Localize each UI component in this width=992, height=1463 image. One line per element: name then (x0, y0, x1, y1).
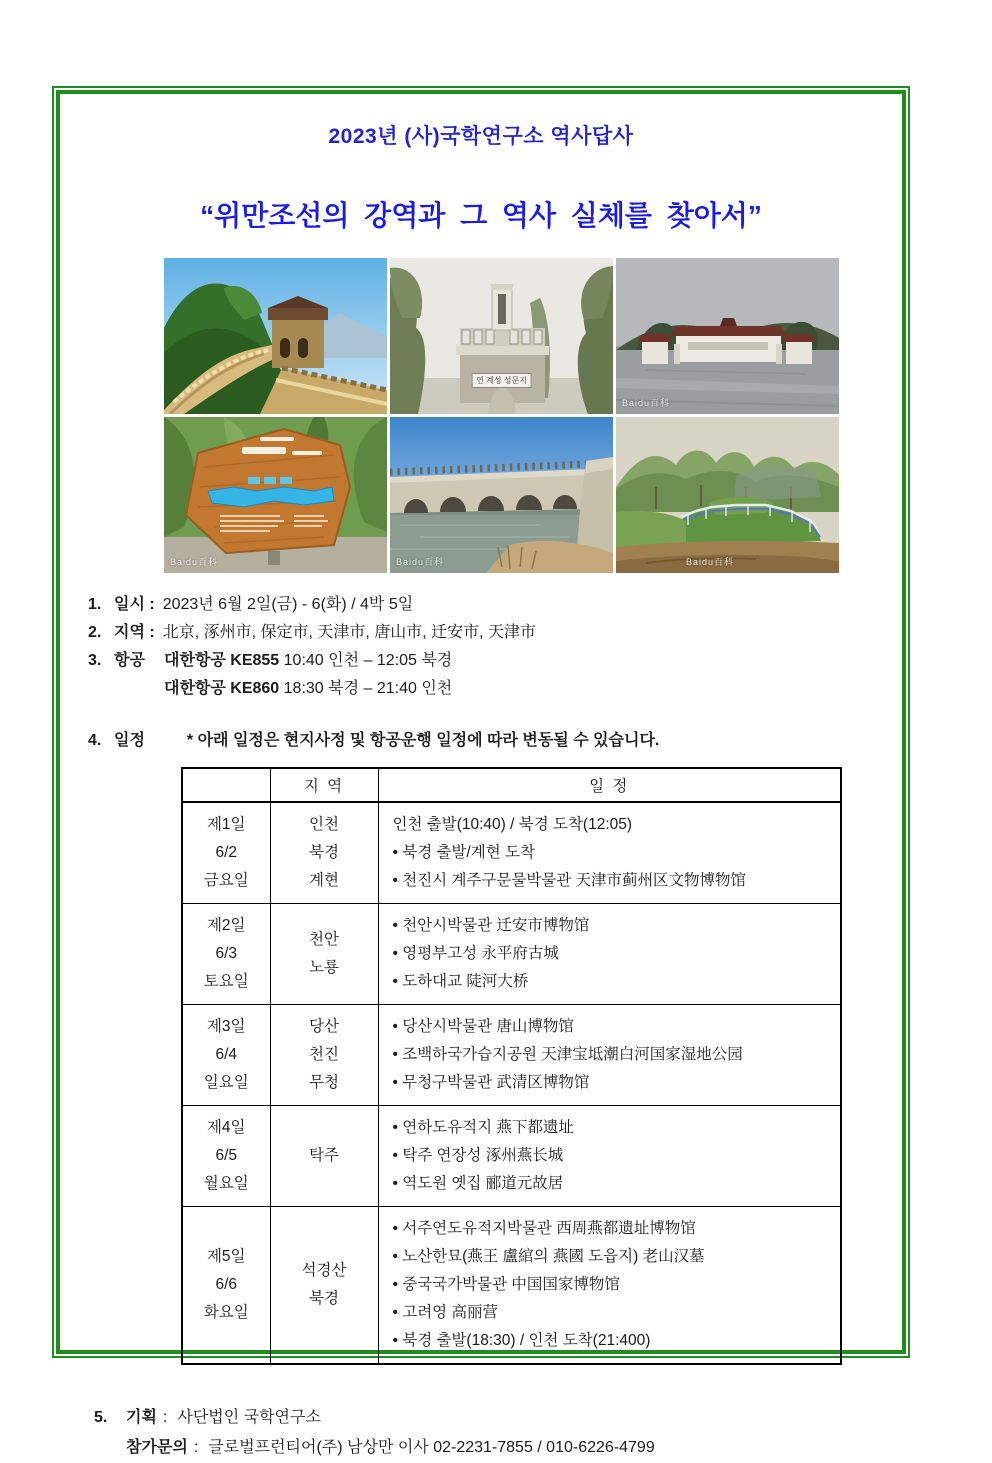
item-number: 3. (88, 652, 102, 669)
baidu-watermark: Baidu百科 (686, 557, 735, 567)
day-cell: 제2일 6/3 토요일 (182, 904, 270, 1005)
table-row (182, 904, 841, 1005)
item-number: 2. (88, 624, 102, 641)
region-cell: 석경산 북경 (270, 1207, 378, 1365)
footer-contact: 참가문의 : 글로벌프런티어(주) 남상만 이사 02-2231-7855 / 010-6226-4799 (126, 1433, 902, 1463)
monument-illustration (390, 258, 613, 414)
photo-courtyard (616, 258, 839, 414)
courtyard-illustration (616, 258, 839, 414)
itinerary-cell: 인천 출발(10:40) / 북경 도착(12:05) • 북경 출발/계현 도착 • 천진시 계주구문물박물관 天津市蓟州区文物博物馆 (378, 802, 841, 904)
photo-great-wall (164, 258, 387, 414)
header-itinerary: 일 정 (378, 768, 841, 802)
organizer-label: 기획 (126, 1409, 157, 1426)
info-item-date (88, 591, 902, 619)
item-number: 1. (88, 596, 102, 613)
region-cell: 당산 천진 무청 (270, 1005, 378, 1106)
baidu-watermark: Baidu百科 (170, 557, 219, 567)
header-region: 지 역 (270, 768, 378, 802)
photo-field-mound (616, 417, 839, 573)
day-cell: 제4일 6/5 월요일 (182, 1106, 270, 1207)
itinerary-cell: • 천안시박물관 迁安市博物馆 • 영평부고성 永平府古城 • 도하대교 陡河大桥 (378, 904, 841, 1005)
baidu-watermark: Baidu百科 (396, 557, 445, 567)
photo-grid (164, 258, 842, 573)
schedule-body (182, 802, 841, 1364)
item-label: 일시 : (114, 596, 155, 613)
wooden-sign-illustration (164, 417, 387, 573)
item-number: 5. (94, 1409, 108, 1426)
document-footer (94, 1403, 902, 1463)
info-list (88, 591, 902, 755)
region-cell: 천안 노룡 (270, 904, 378, 1005)
item-label: 지역 : (114, 624, 155, 641)
page-border (52, 86, 910, 1456)
contact-value: 글로벌프런티어(주) 남상만 이사 02-2231-7855 / 010-6226-4799 (208, 1439, 655, 1456)
item-label: 일정 (114, 732, 145, 749)
table-header-row (182, 768, 841, 802)
item-value: 2023년 6월 2일(금) - 6(화) / 4박 5일 (162, 596, 414, 613)
schedule-note: * 아래 일정은 현지사정 및 항공운행 일정에 따라 변동될 수 있습니다. (186, 732, 660, 749)
photo-stone-bridge (390, 417, 613, 573)
itinerary-cell: • 당산시박물관 唐山博物馆 • 조백하국가습지공원 天津宝坻潮白河国家湿地公园 • 무청구박물관 武清区博物馆 (378, 1005, 841, 1106)
document-title: 2023년 (사)국학연구소 역사답사 (328, 125, 634, 148)
item-value: 北京, 涿州市, 保定市, 天津市, 唐山市, 迁安市, 天津市 (162, 624, 537, 641)
flight-list (164, 647, 452, 703)
table-row (182, 1207, 841, 1365)
page-content (56, 90, 906, 1456)
table-row (182, 802, 841, 904)
monument-sign-label: 연 계성 성문지 (471, 373, 532, 388)
info-item-schedule (88, 727, 902, 755)
table-row (182, 1106, 841, 1207)
flight-return: 대한항공 KE860 18:30 북경 – 21:40 인천 (164, 680, 453, 697)
item-label: 항공 (114, 652, 145, 669)
header-day (182, 768, 270, 802)
day-cell: 제5일 6/6 화요일 (182, 1207, 270, 1365)
info-item-flights (88, 647, 902, 703)
item-number: 4. (88, 732, 102, 749)
photo-monument (390, 258, 613, 414)
itinerary-cell: • 연하도유적지 燕下都遗址 • 탁주 연장성 涿州燕长城 • 역도원 옛집 郦道元故居 (378, 1106, 841, 1207)
baidu-watermark: Baidu百科 (622, 398, 671, 408)
great-wall-illustration (164, 258, 387, 414)
flight-outbound: 대한항공 KE855 10:40 인천 – 12:05 북경 (164, 652, 453, 669)
day-cell: 제3일 6/4 일요일 (182, 1005, 270, 1106)
info-item-region (88, 619, 902, 647)
contact-label: 참가문의 (126, 1439, 188, 1456)
day-cell: 제1일 6/2 금요일 (182, 802, 270, 904)
region-cell: 인천 북경 계현 (270, 802, 378, 904)
itinerary-cell: • 서주연도유적지박물관 西周燕都遗址博物馆 • 노산한묘(燕王 盧綰의 燕國 도읍지) 老山汉墓 • 중국국가박물관 中国国家博物馆 • 고려영 高丽营 • 북경 출발(18:30) / 인천 도착(21:400) (378, 1207, 841, 1365)
organizer-value: 사단법인 국학연구소 (177, 1409, 321, 1426)
region-cell: 탁주 (270, 1106, 378, 1207)
photo-wooden-sign (164, 417, 387, 573)
field-mound-illustration (616, 417, 839, 573)
document-subtitle: “위만조선의 강역과 그 역사 실체를 찾아서” (200, 200, 762, 231)
schedule-table (181, 767, 842, 1365)
table-row (182, 1005, 841, 1106)
footer-organizer: 5. 기획 : 사단법인 국학연구소 (94, 1403, 902, 1433)
stone-bridge-illustration (390, 417, 613, 573)
